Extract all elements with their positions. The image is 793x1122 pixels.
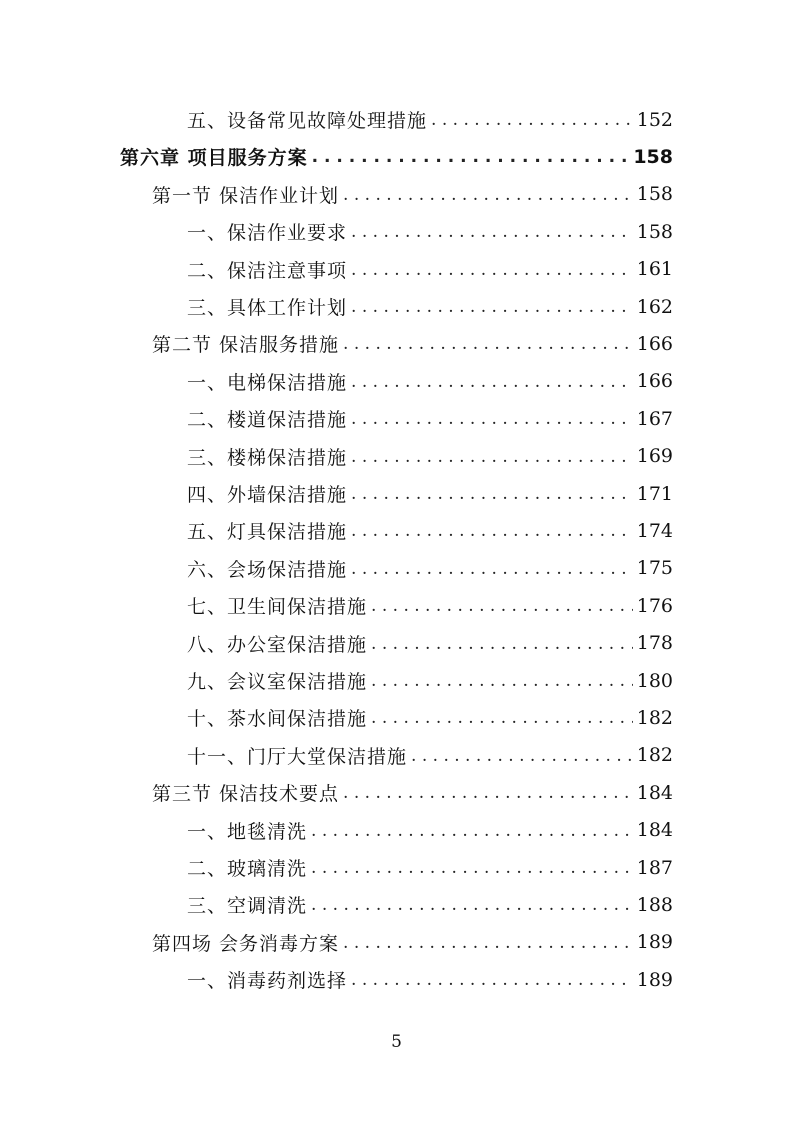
toc-entry-item[interactable] (187, 550, 673, 587)
toc-entry-title: 五、灯具保洁措施 (187, 521, 348, 544)
toc-entry-page-number: 167 (636, 407, 673, 430)
toc-dot-leader (351, 559, 633, 578)
toc-entry-title: 六、会场保洁措施 (187, 558, 348, 581)
toc-entry-item[interactable] (187, 475, 673, 512)
toc-entry-page-number: 169 (636, 445, 673, 468)
toc-dot-leader (343, 334, 633, 353)
toc-entry-page-number: 180 (636, 669, 673, 692)
toc-entry-item[interactable] (187, 213, 673, 250)
toc-entry-page-number: 189 (636, 968, 673, 991)
toc-entry-item[interactable] (187, 438, 673, 475)
toc-dot-leader (371, 634, 633, 653)
toc-dot-leader (351, 372, 633, 391)
toc-entry-page-number: 152 (636, 108, 673, 131)
toc-entry-page-number: 166 (636, 332, 673, 355)
toc-entry-item[interactable] (187, 288, 673, 325)
toc-entry-section[interactable] (152, 325, 673, 362)
toc-dot-leader (343, 783, 633, 802)
toc-entry-item[interactable] (187, 849, 673, 886)
toc-entry-page-number: 158 (636, 183, 673, 206)
toc-entry-item[interactable] (187, 363, 673, 400)
toc-dot-leader (431, 110, 633, 129)
toc-entry-item[interactable] (187, 512, 673, 549)
toc-entry-title: 四、外墙保洁措施 (187, 484, 348, 506)
toc-dot-leader (311, 895, 633, 914)
toc-entry-title: 三、具体工作计划 (187, 297, 348, 319)
toc-dot-leader (371, 671, 633, 690)
toc-entry-title: 八、办公室保洁措施 (187, 633, 368, 656)
toc-dot-leader (351, 447, 633, 466)
toc-entry-item[interactable] (187, 662, 673, 699)
toc-dot-leader (351, 484, 633, 503)
toc-entry-title: 一、保洁作业要求 (187, 222, 348, 245)
toc-entry-section[interactable] (152, 924, 673, 961)
toc-entry-title: 一、消毒药剂选择 (187, 970, 348, 993)
toc-dot-leader (351, 297, 633, 316)
toc-entry-page-number: 166 (636, 370, 673, 393)
toc-entry-item[interactable] (187, 587, 673, 624)
toc-entry-page-number: 188 (636, 893, 673, 916)
toc-entry-page-number: 184 (636, 781, 673, 804)
toc-entry-title: 一、电梯保洁措施 (187, 371, 348, 394)
toc-entry-page-number: 187 (636, 856, 673, 879)
toc-entry-title: 七、卫生间保洁措施 (187, 596, 368, 619)
toc-entry-page-number: 175 (636, 557, 673, 580)
toc-entry-page-number: 171 (636, 482, 673, 505)
toc-dot-leader (371, 596, 633, 615)
toc-entry-title: 第六章 项目服务方案 (120, 147, 308, 170)
toc-entry-item[interactable] (187, 251, 673, 288)
toc-entry-item[interactable] (187, 101, 673, 138)
toc-entry-title: 二、玻璃清洗 (187, 858, 308, 880)
toc-dot-leader (311, 821, 633, 840)
toc-dot-leader (411, 746, 633, 765)
toc-dot-leader (343, 933, 633, 952)
toc-entry-title: 第四场 会务消毒方案 (152, 932, 340, 955)
toc-dot-leader (351, 260, 633, 279)
toc-entry-title: 五、设备常见故障处理措施 (187, 110, 428, 132)
toc-entry-item[interactable] (187, 400, 673, 437)
toc-entry-chapter[interactable] (120, 138, 673, 175)
toc-entry-item[interactable] (187, 699, 673, 736)
toc-entry-title: 九、会议室保洁措施 (187, 671, 368, 693)
toc-entry-title: 十一、门厅大堂保洁措施 (187, 745, 408, 768)
toc-dot-leader (311, 858, 633, 877)
toc-entry-page-number: 162 (636, 295, 673, 318)
toc-entry-page-number: 161 (636, 258, 673, 281)
toc-entry-page-number: 176 (636, 594, 673, 617)
toc-entry-page-number: 174 (636, 519, 673, 542)
toc-dot-leader (343, 185, 633, 204)
toc-entry-page-number: 158 (633, 145, 673, 168)
toc-entry-item[interactable] (187, 812, 673, 849)
toc-entry-item[interactable] (187, 886, 673, 923)
toc-entry-item[interactable] (187, 961, 673, 998)
toc-dot-leader (312, 147, 630, 166)
toc-entry-page-number: 182 (636, 706, 673, 729)
page-number: 5 (391, 1032, 402, 1052)
toc-dot-leader (351, 521, 633, 540)
toc-entry-title: 一、地毯清洗 (187, 820, 308, 843)
toc-dot-leader (351, 409, 633, 428)
toc-entry-title: 第一节 保洁作业计划 (152, 184, 340, 207)
toc-entry-page-number: 189 (636, 931, 673, 954)
toc-dot-leader (371, 708, 633, 727)
toc-entry-page-number: 178 (636, 632, 673, 655)
toc-entry-item[interactable] (187, 625, 673, 662)
toc-entry-section[interactable] (152, 176, 673, 213)
toc-entry-title: 十、茶水间保洁措施 (187, 708, 368, 731)
toc-entry-page-number: 158 (636, 220, 673, 243)
toc-entry-section[interactable] (152, 774, 673, 811)
toc-dot-leader (351, 222, 633, 241)
toc-entry-title: 第二节 保洁服务措施 (152, 334, 340, 357)
toc-entry-title: 二、保洁注意事项 (187, 259, 348, 282)
toc-entry-title: 三、楼梯保洁措施 (187, 446, 348, 469)
toc-entry-title: 二、楼道保洁措施 (187, 409, 348, 432)
toc-dot-leader (351, 970, 633, 989)
toc-entry-page-number: 182 (636, 744, 673, 767)
toc-entry-title: 第三节 保洁技术要点 (152, 783, 340, 806)
toc-entry-item[interactable] (187, 737, 673, 774)
toc-entry-title: 三、空调清洗 (187, 895, 308, 918)
toc-entry-page-number: 184 (636, 819, 673, 842)
